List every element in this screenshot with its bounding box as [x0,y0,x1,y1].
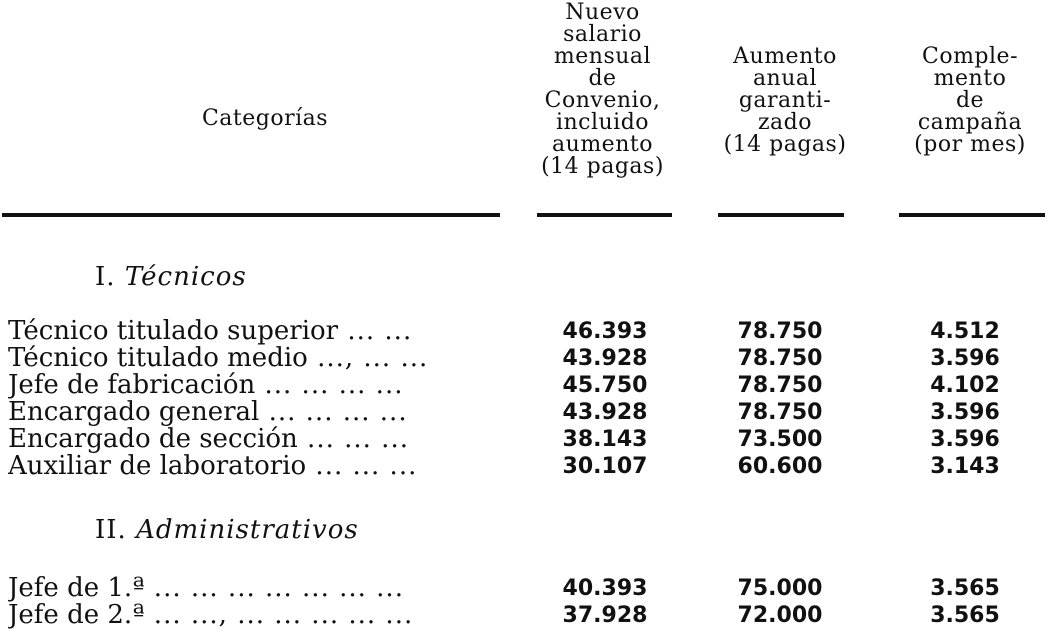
table-row [0,372,1047,399]
cell-salario: 43.928 [562,400,648,425]
header-rule-categorias [2,213,500,217]
row-label: Técnico titulado superior ... ... [8,318,413,345]
table-row [0,602,1047,629]
row-label: Jefe de 1.ª ... ... ... ... ... ... ... [8,575,404,602]
cell-aumento: 78.750 [737,346,823,371]
row-label: Técnico titulado medio ..., ... ... [8,345,429,372]
header-nuevo-salario: Nuevo salario mensual de Convenio, incluido aumento (14 pagas) [541,0,664,179]
cell-aumento: 60.600 [737,454,823,479]
cell-complemento: 4.102 [930,373,1000,398]
cell-complemento: 4.512 [930,319,1000,344]
table-row [0,345,1047,372]
cell-complemento: 3.143 [930,454,1000,479]
table-row [0,399,1047,426]
cell-aumento: 73.500 [737,427,823,452]
header-rule-salario [537,213,672,217]
cell-complemento: 3.596 [930,427,1000,452]
table-row [0,575,1047,602]
table-row [0,426,1047,453]
cell-salario: 45.750 [562,373,648,398]
cell-complemento: 3.565 [930,603,1000,628]
cell-aumento: 75.000 [737,576,823,601]
cell-complemento: 3.596 [930,346,1000,371]
header-rule-complemento [899,213,1045,217]
row-label: Jefe de fabricación ... ... ... ... [8,372,404,399]
row-label: Encargado general ... ... ... ... [8,399,408,426]
row-label: Jefe de 2.ª ... ..., ... ... ... ... ... [8,602,414,629]
table-row [0,453,1047,480]
header-rule-aumento [718,213,844,217]
cell-salario: 30.107 [562,454,648,479]
section-title-tecnicos: I. Técnicos [95,262,247,292]
header-complemento: Comple- mento de campaña (por mes) [914,44,1026,157]
table-row [0,318,1047,345]
cell-aumento: 72.000 [737,603,823,628]
cell-salario: 46.393 [562,319,648,344]
header-aumento-anual: Aumento anual garanti- zado (14 pagas) [723,44,847,157]
cell-salario: 38.143 [562,427,648,452]
row-label: Auxiliar de laboratorio ... ... ... [8,453,418,480]
cell-salario: 40.393 [562,576,648,601]
cell-complemento: 3.596 [930,400,1000,425]
cell-salario: 43.928 [562,346,648,371]
cell-salario: 37.928 [562,603,648,628]
cell-complemento: 3.565 [930,576,1000,601]
header-categorias: Categorías [201,106,329,131]
cell-aumento: 78.750 [737,319,823,344]
section-title-administrativos: II. Administrativos [95,515,359,545]
cell-aumento: 78.750 [737,373,823,398]
cell-aumento: 78.750 [737,400,823,425]
row-label: Encargado de sección ... ... ... [8,426,409,453]
